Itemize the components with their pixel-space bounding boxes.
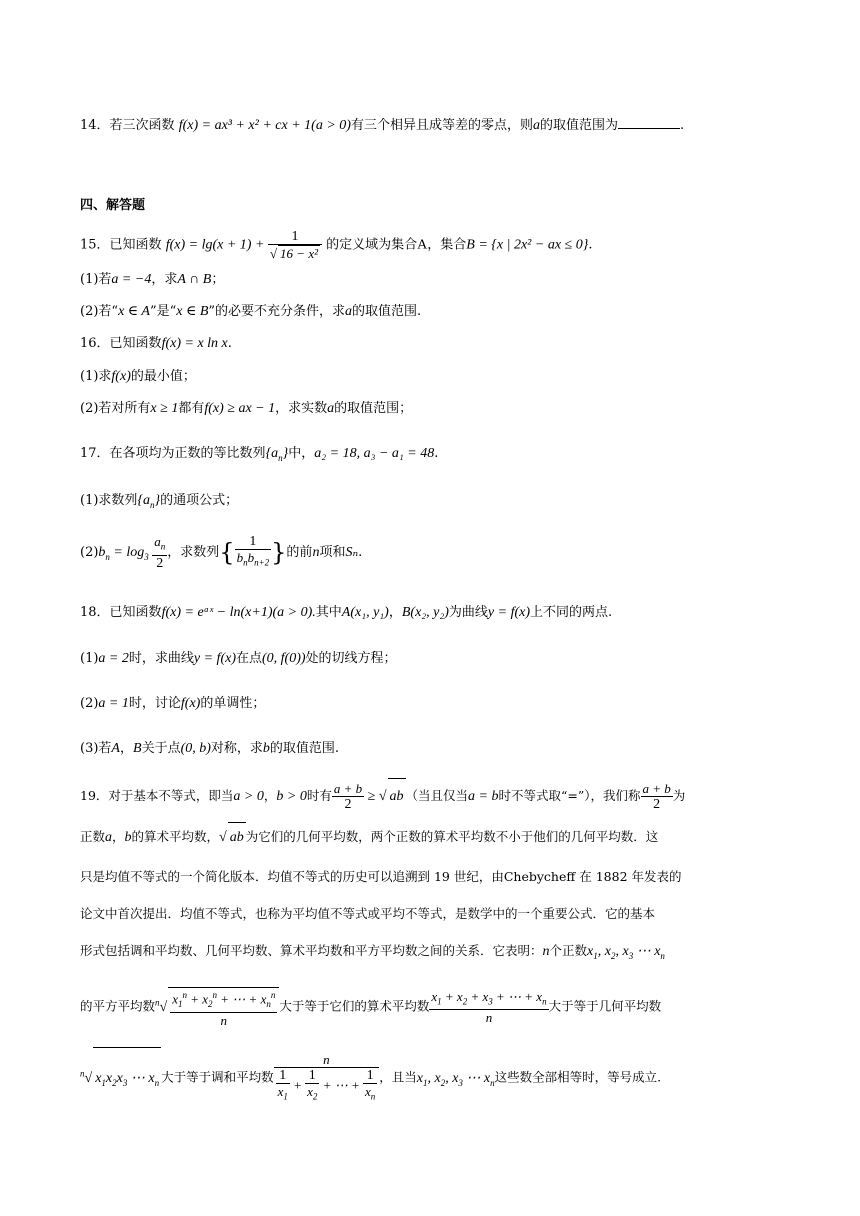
part-text: 的最小值； [130, 369, 196, 384]
question-number: 16． [80, 336, 110, 351]
punct: ， [388, 605, 402, 620]
var-a: a [532, 118, 540, 133]
part-text: 的取值范围. [269, 741, 340, 756]
part-label: (1)若 [80, 272, 112, 287]
expression: f(x) [111, 369, 131, 384]
question-text: 大于等于调和平均数 [161, 1069, 274, 1085]
question-text: 的取值范围为 [539, 118, 618, 133]
condition: x ∈ A [118, 304, 150, 319]
question-text: （当且仅当 [405, 788, 469, 803]
sqrt-ab: √ ab [219, 830, 246, 845]
question-text: 若三次函数 [109, 118, 175, 133]
q15-part-2 [80, 302, 790, 322]
var-a: a [345, 304, 353, 319]
part-text: 的前 [286, 544, 313, 560]
part-text: 时，求曲线 [128, 651, 194, 666]
condition: a = 2 [98, 651, 129, 666]
question-16 [80, 334, 790, 354]
fraction: $\frac{a_n}{2}$ [154, 534, 166, 571]
condition: a₂ = 18, a₃ − a₁ = 48 [314, 446, 435, 461]
part-text: ，求数列 [167, 544, 220, 560]
part-text: ”是“ [149, 304, 177, 319]
sequence-an: $\{a_n\}$ [137, 493, 161, 510]
q15-part-1 [80, 270, 790, 290]
question-15 [80, 229, 790, 261]
q18-part-1 [80, 649, 790, 669]
part-text: ，求实数 [275, 401, 328, 416]
root-mean-formula: $^n$√ [155, 997, 168, 1015]
condition: a = b [468, 789, 499, 804]
question-text: 时有 [306, 788, 332, 803]
var-a: a [105, 830, 113, 845]
question-text: 对于基本不等式，即当 [108, 788, 234, 803]
question-text: 的算术平均数， [131, 829, 220, 844]
q17-part-1 [80, 491, 790, 515]
question-number: 19． [80, 788, 109, 803]
bn-definition: $b_n = \log_3$ [98, 544, 149, 562]
part-label: (2)若“ [80, 304, 119, 319]
point: (0, b) [180, 741, 211, 756]
condition: f(x) ≥ ax − 1 [204, 401, 276, 416]
question-14 [80, 116, 790, 136]
q16-part-2 [80, 399, 790, 419]
part-text: ”的必要不充分条件，求 [208, 304, 346, 319]
part-label: (2)若对所有 [80, 401, 151, 416]
part-text: 都有 [178, 401, 205, 416]
brace: { [219, 538, 235, 567]
question-text: 为曲线 [448, 605, 488, 620]
question-text: 已知函数 [109, 336, 162, 351]
point-a: A(x₁, y₁) [341, 605, 389, 620]
question-19-line-4: 论文中首次提出．均值不等式，也称为平均值不等式或平均不等式，是数学中的一个重要公式．它的基本 [80, 906, 656, 921]
condition: x ≥ 1 [150, 401, 179, 416]
question-number: 17． [80, 446, 110, 461]
punct: . [358, 544, 363, 560]
cubic-formula: f(x) = ax³ + x² + cx + 1(a > 0) [178, 118, 351, 133]
question-18 [80, 603, 790, 623]
condition: a = −4 [111, 272, 152, 287]
punct: . [679, 118, 685, 133]
question-17 [80, 444, 790, 468]
condition: x ∈ B [176, 304, 209, 319]
question-19-line-5 [80, 936, 790, 971]
fraction: $\frac{1}{b_nb_{n+2}}$ [236, 534, 270, 568]
var: A [111, 741, 120, 756]
question-text: 大于等于它们的算术平均数 [279, 998, 430, 1014]
question-19-line-3: 只是均值不等式的一个简化版本．均值不等式的历史可以追溯到 19 世纪，由Chebycheff 在 1882 年发表的 [80, 869, 682, 884]
question-text: ，且当 [379, 1069, 417, 1085]
inequality: ≥ √ ab [364, 789, 405, 804]
fraction: $\frac{a + b}{2}$ [333, 781, 363, 812]
part-text: 的通项公式； [160, 493, 239, 508]
part-label: (1) [80, 651, 99, 666]
question-number: 18． [80, 605, 110, 620]
q18-part-3: (3)若A，B关于点(0, b)对称，求b的取值范围. [80, 741, 340, 756]
question-text: 已知函数 [109, 237, 162, 253]
condition: b > 0 [276, 789, 307, 804]
var: B [133, 741, 142, 756]
question-text: 的定义域为集合 [326, 237, 418, 253]
question-text: 在各项均为正数的等比数列 [109, 446, 266, 461]
part-text: 在点 [235, 651, 262, 666]
punct: ； [211, 272, 225, 287]
expression: f(x) [180, 696, 201, 711]
question-text: 个正数 [549, 943, 588, 958]
part-text: 关于点 [141, 741, 181, 756]
set-b: B = {x | 2x² − ax ≤ 0} [466, 237, 589, 253]
function-formula: f(x) = x ln x [161, 336, 228, 351]
curve: y = f(x) [193, 651, 236, 666]
question-text: 中， [288, 446, 315, 461]
variables: $x_1$, $x_2$, $x_3$ ⋯ $x_n$ [416, 1070, 495, 1088]
domain-formula: f(x) = lg(x + 1) + [165, 237, 268, 253]
question-number: 14． [80, 118, 110, 133]
question-text: 大于等于几何平均数 [548, 998, 662, 1014]
point: (0, f(0)) [262, 651, 306, 666]
question-text: 时不等式取“=”），我们称 [498, 788, 641, 803]
question-19-line-7 [80, 1042, 790, 1113]
part-text: 处的切线方程； [305, 651, 397, 666]
part-label: (1)求 [80, 369, 112, 384]
brace: } [271, 538, 287, 567]
part-label: (3)若 [80, 741, 112, 756]
fraction: $\frac{x_1^n + x_2^n + \cdots + x_n^n}{n}$ [168, 987, 279, 1028]
part-text: 时，讨论 [128, 696, 181, 711]
question-text: 的平方平均数 [80, 998, 156, 1014]
var-a: a [327, 401, 335, 416]
q18-part-2 [80, 694, 790, 714]
part-text: ，求 [151, 272, 178, 287]
function-formula: f(x) = eᵃˣ − ln(x+1)(a > 0). [161, 605, 316, 620]
question-number: 15． [80, 237, 110, 253]
fraction: $\frac{a + b}{2}$ [642, 781, 671, 812]
fraction: $\frac{1}{\text{√ 16 − x²}}$ [268, 229, 322, 261]
variables: $x_1$, $x_2$, $x_3$ ⋯ $x_n$ [587, 944, 665, 961]
sequence-an: $\{a_n\}$ [265, 446, 289, 463]
var: b [262, 741, 270, 756]
part-text: 的取值范围； [334, 401, 413, 416]
set-a: A [417, 237, 428, 253]
fraction: n $\frac{1}{x_1}$ + $\frac{1}{x_2}$ + ⋯ + $\frac{1}{x_n}$ [274, 1052, 380, 1105]
punct: . [227, 336, 232, 351]
question-text: ，集合 [427, 237, 467, 253]
part-text: 对称，求 [210, 741, 263, 756]
sum-sn: Sₙ [345, 544, 359, 560]
var-b: b [124, 830, 132, 845]
var-n: n [542, 944, 550, 959]
curve: y = f(x) [487, 605, 531, 620]
condition: a = 1 [98, 696, 129, 711]
question-text: 上不同的两点. [530, 605, 613, 620]
question-text: 为它们的几何平均数，两个正数的算术平均数不小于他们的几何平均数．这 [245, 829, 659, 844]
part-text: 的单调性； [200, 696, 266, 711]
var-n: n [312, 544, 320, 560]
q17-part-2 [80, 534, 790, 575]
geometric-mean-formula: $^n$√ $x_1x_2x_3$ ⋯ $x_n$ [80, 1071, 161, 1086]
part-label: (2) [80, 696, 99, 711]
part-label: (1)求数列 [80, 493, 138, 508]
fraction: $\frac{x_1 + x_2 + x_3 + \cdots + x_n}{n}$ [431, 988, 547, 1026]
question-19-line-1 [80, 778, 790, 815]
question-text: 正数 [80, 829, 106, 844]
question-text: 形式包括调和平均数、几何平均数、算术平均数和平方平均数之间的关系．它表明： [80, 943, 543, 958]
condition: a > 0 [233, 789, 264, 804]
question-text: 为 [672, 788, 686, 803]
question-text: 有三个相异且成等差的零点，则 [350, 118, 533, 133]
q16-part-1 [80, 367, 790, 387]
part-text: 项和 [319, 544, 346, 560]
answer-blank [618, 116, 680, 129]
question-text: 已知函数 [109, 605, 162, 620]
question-text: 这些数全部相等时，等号成立. [494, 1069, 662, 1085]
part-label: (2) [80, 544, 99, 560]
punct: ， [263, 788, 277, 803]
part-text: 的取值范围. [352, 304, 422, 319]
expression: A ∩ B [177, 272, 212, 287]
point-b: B(x₂, y₂) [401, 605, 449, 620]
question-text: 其中 [315, 605, 342, 620]
punct: . [588, 237, 593, 253]
punct: . [434, 446, 439, 461]
section-heading: 四、解答题 [80, 198, 146, 213]
question-19-line-6 [80, 978, 790, 1032]
question-19-line-2: 正数a，b的算术平均数，√ ab 为它们的几何平均数，两个正数的算术平均数不小于他们的几何平均数．这 [80, 822, 790, 853]
